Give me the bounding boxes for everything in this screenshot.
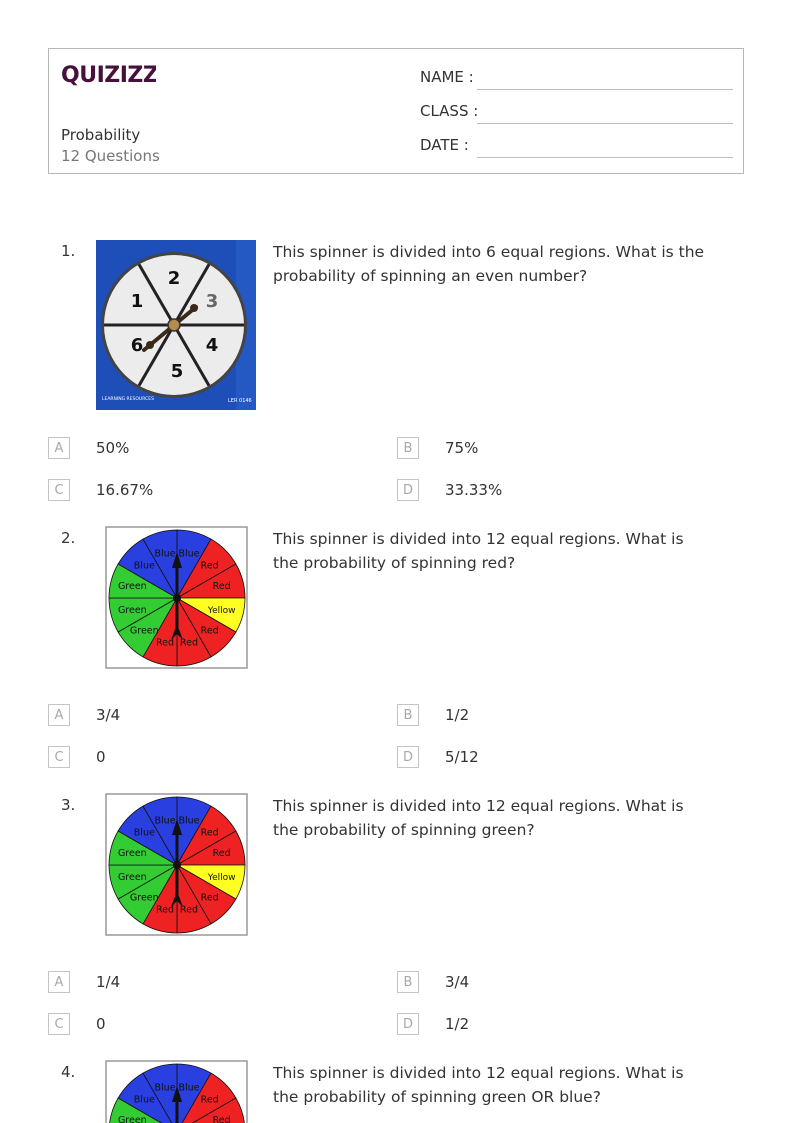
question-number: 1. — [61, 242, 76, 260]
spinner-sector-label: Blue — [133, 560, 155, 572]
option-letter[interactable]: A — [48, 971, 70, 993]
quizizz-logo — [61, 59, 156, 93]
option-text: 1/2 — [445, 706, 470, 724]
question-number: 3. — [61, 796, 76, 814]
spinner-sector-label: Green — [117, 581, 147, 593]
spinner-sector-label: Green — [117, 871, 147, 883]
spinner-sector-label: Green — [117, 604, 147, 616]
option-text: 33.33% — [445, 481, 503, 499]
option-letter[interactable]: D — [397, 746, 419, 768]
spinner-sector-label: Blue — [178, 548, 200, 560]
spinner-hub — [173, 594, 181, 602]
spinner-hub — [173, 861, 181, 869]
spinner-12-image — [105, 793, 250, 938]
option-letter[interactable]: A — [48, 704, 70, 726]
option-text: 1/2 — [445, 1015, 470, 1033]
question-number: 2. — [61, 529, 76, 547]
spinner-sector-label: Green — [117, 848, 147, 860]
spinner-sector-label: Red — [156, 904, 175, 916]
name-line[interactable] — [477, 89, 733, 90]
option-text: 5/12 — [445, 748, 479, 766]
spinner-label: 6 — [130, 335, 144, 356]
option-letter[interactable]: B — [397, 704, 419, 726]
question-text: This spinner is divided into 6 equal regions. What is the probability of spinning an even number? — [273, 243, 705, 285]
spinner-label: 4 — [205, 335, 219, 356]
spinner-sector-label: Red — [200, 625, 219, 637]
option-letter[interactable]: C — [48, 746, 70, 768]
option-letter[interactable]: C — [48, 479, 70, 501]
option-letter[interactable]: B — [397, 971, 419, 993]
option-text: 3/4 — [445, 973, 470, 991]
spinner-sector-label: Green — [129, 625, 159, 637]
option-text: 16.67% — [96, 481, 154, 499]
name-label: NAME : — [420, 68, 474, 86]
spinner-sector-label: Red — [156, 637, 175, 649]
option-letter[interactable]: C — [48, 1013, 70, 1035]
spinner-label: 2 — [167, 268, 181, 289]
spinner-sector-label: Blue — [154, 815, 176, 827]
spinner-sector-label: Blue — [178, 815, 200, 827]
question-count: 12 Questions — [61, 147, 160, 165]
quizizz-logo-mark — [61, 59, 156, 89]
date-label: DATE : — [420, 136, 469, 154]
spinner-sector-label: Red — [179, 637, 198, 649]
spinner-sector-label: Red — [200, 1094, 219, 1106]
spinner-sector-label: Blue — [154, 548, 176, 560]
spinner-sector-label: Red — [212, 848, 231, 860]
option-text: 50% — [96, 439, 130, 457]
option-letter[interactable]: D — [397, 1013, 419, 1035]
option-letter[interactable]: B — [397, 437, 419, 459]
option-text: 0 — [96, 748, 106, 766]
question-text: This spinner is divided into 12 equal regions. What is the probability of spinning green? — [273, 797, 684, 839]
spinner-sector-label: Red — [200, 560, 219, 572]
spinner-label: 3 — [205, 291, 219, 312]
spinner-12-image — [105, 1060, 250, 1123]
class-line[interactable] — [477, 123, 733, 124]
option-text: 0 — [96, 1015, 106, 1033]
svg-text:QUIZIZZ: QUIZIZZ — [61, 63, 156, 88]
brand-text: LEARNING RESOURCES — [102, 397, 154, 402]
spinner-sector-label: Blue — [154, 1082, 176, 1094]
brand-code: LER 0146 — [228, 398, 252, 404]
spinner-12-image — [105, 526, 250, 671]
spinner-sector-label: Red — [200, 827, 219, 839]
option-text: 1/4 — [96, 973, 121, 991]
spinner-label: 5 — [170, 361, 184, 382]
spinner-sector-label: Blue — [178, 1082, 200, 1094]
spinner-sector-label: Yellow — [207, 872, 236, 883]
worksheet-header — [48, 48, 744, 174]
worksheet-title: Probability — [61, 126, 141, 144]
date-line[interactable] — [477, 157, 733, 158]
spinner-6-image — [96, 240, 256, 414]
spinner-sector-label: Green — [117, 1115, 147, 1123]
question-number: 4. — [61, 1063, 76, 1081]
option-letter[interactable]: A — [48, 437, 70, 459]
spinner-sector-label: Red — [200, 892, 219, 904]
spinner-sector-label: Red — [212, 581, 231, 593]
question-text: This spinner is divided into 12 equal regions. What is the probability of spinning green OR blue? — [273, 1064, 684, 1106]
spinner-sector-label: Red — [179, 904, 198, 916]
spinner-sector-label: Blue — [133, 1094, 155, 1106]
option-text: 75% — [445, 439, 479, 457]
option-text: 3/4 — [96, 706, 121, 724]
spinner-label: 1 — [130, 291, 144, 312]
spinner-sector-label: Yellow — [207, 605, 236, 616]
spinner-sector-label: Blue — [133, 827, 155, 839]
option-letter[interactable]: D — [397, 479, 419, 501]
question-text: This spinner is divided into 12 equal regions. What is the probability of spinning red? — [273, 530, 684, 572]
spinner-sector-label: Green — [129, 892, 159, 904]
class-label: CLASS : — [420, 102, 479, 120]
spinner-sector-label: Red — [212, 1115, 231, 1123]
